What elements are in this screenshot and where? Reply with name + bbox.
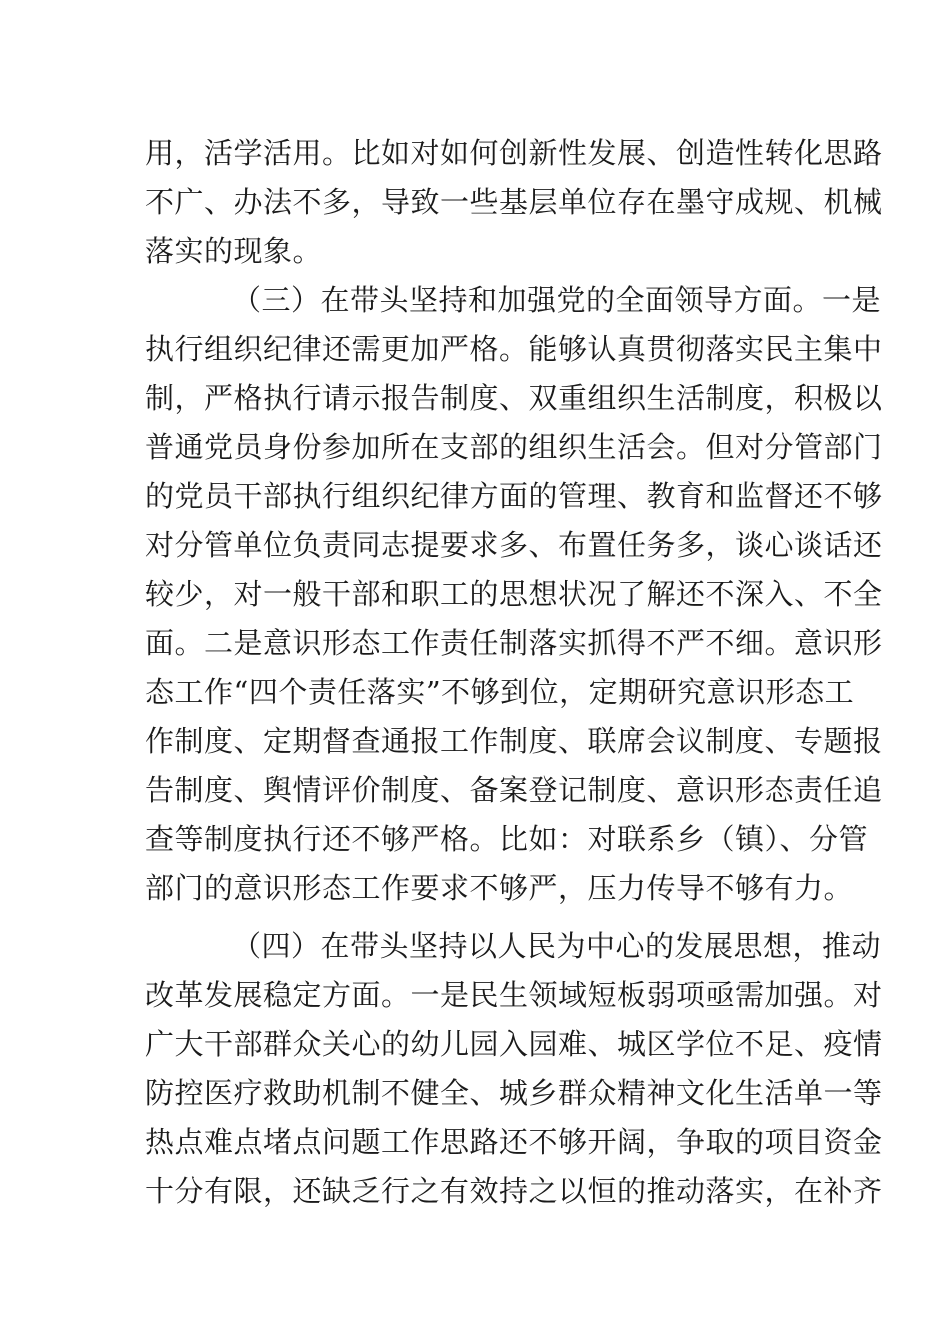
section-heading-line: （四）在带头坚持以人民为中心的发展思想，推动	[232, 929, 882, 963]
text-line: 面。二是意识形态工作责任制落实抓得不严不细。意识形	[145, 626, 883, 660]
text-line: 不广、办法不多，导致一些基层单位存在墨守成规、机械	[145, 185, 883, 219]
text-line: 普通党员身份参加所在支部的组织生活会。但对分管部门	[145, 430, 883, 464]
text-line: 的党员干部执行组织纪律方面的管理、教育和监督还不够	[145, 479, 883, 513]
text-line: 落实的现象。	[145, 234, 323, 268]
text-line: 较少，对一般干部和职工的思想状况了解还不深入、不全	[145, 577, 883, 611]
text-line: 热点难点堵点问题工作思路还不够开阔，争取的项目资金	[145, 1125, 883, 1159]
text-line: 告制度、舆情评价制度、备案登记制度、意识形态责任追	[145, 773, 883, 807]
text-line: 执行组织纪律还需更加严格。能够认真贯彻落实民主集中	[145, 332, 883, 366]
text-line: 改革发展稳定方面。一是民生领域短板弱项亟需加强。对	[145, 978, 883, 1012]
text-line: 态工作“四个责任落实”不够到位，定期研究意识形态工	[145, 675, 855, 709]
text-line: 制，严格执行请示报告制度、双重组织生活制度，积极以	[145, 381, 883, 415]
text-line: 十分有限，还缺乏行之有效持之以恒的推动落实，在补齐	[145, 1174, 883, 1208]
text-line: 防控医疗救助机制不健全、城乡群众精神文化生活单一等	[145, 1076, 883, 1110]
text-line: 用，活学活用。比如对如何创新性发展、创造性转化思路	[145, 136, 883, 170]
text-line: 查等制度执行还不够严格。比如：对联系乡（镇）、分管	[145, 822, 869, 856]
text-line: 作制度、定期督查通报工作制度、联席会议制度、专题报	[145, 724, 883, 758]
text-line: 广大干部群众关心的幼儿园入园难、城区学位不足、疫情	[145, 1027, 883, 1061]
section-heading-line: （三）在带头坚持和加强党的全面领导方面。一是	[232, 283, 882, 317]
text-line: 部门的意识形态工作要求不够严，压力传导不够有力。	[145, 871, 854, 905]
text-line: 对分管单位负责同志提要求多、布置任务多，谈心谈话还	[145, 528, 883, 562]
